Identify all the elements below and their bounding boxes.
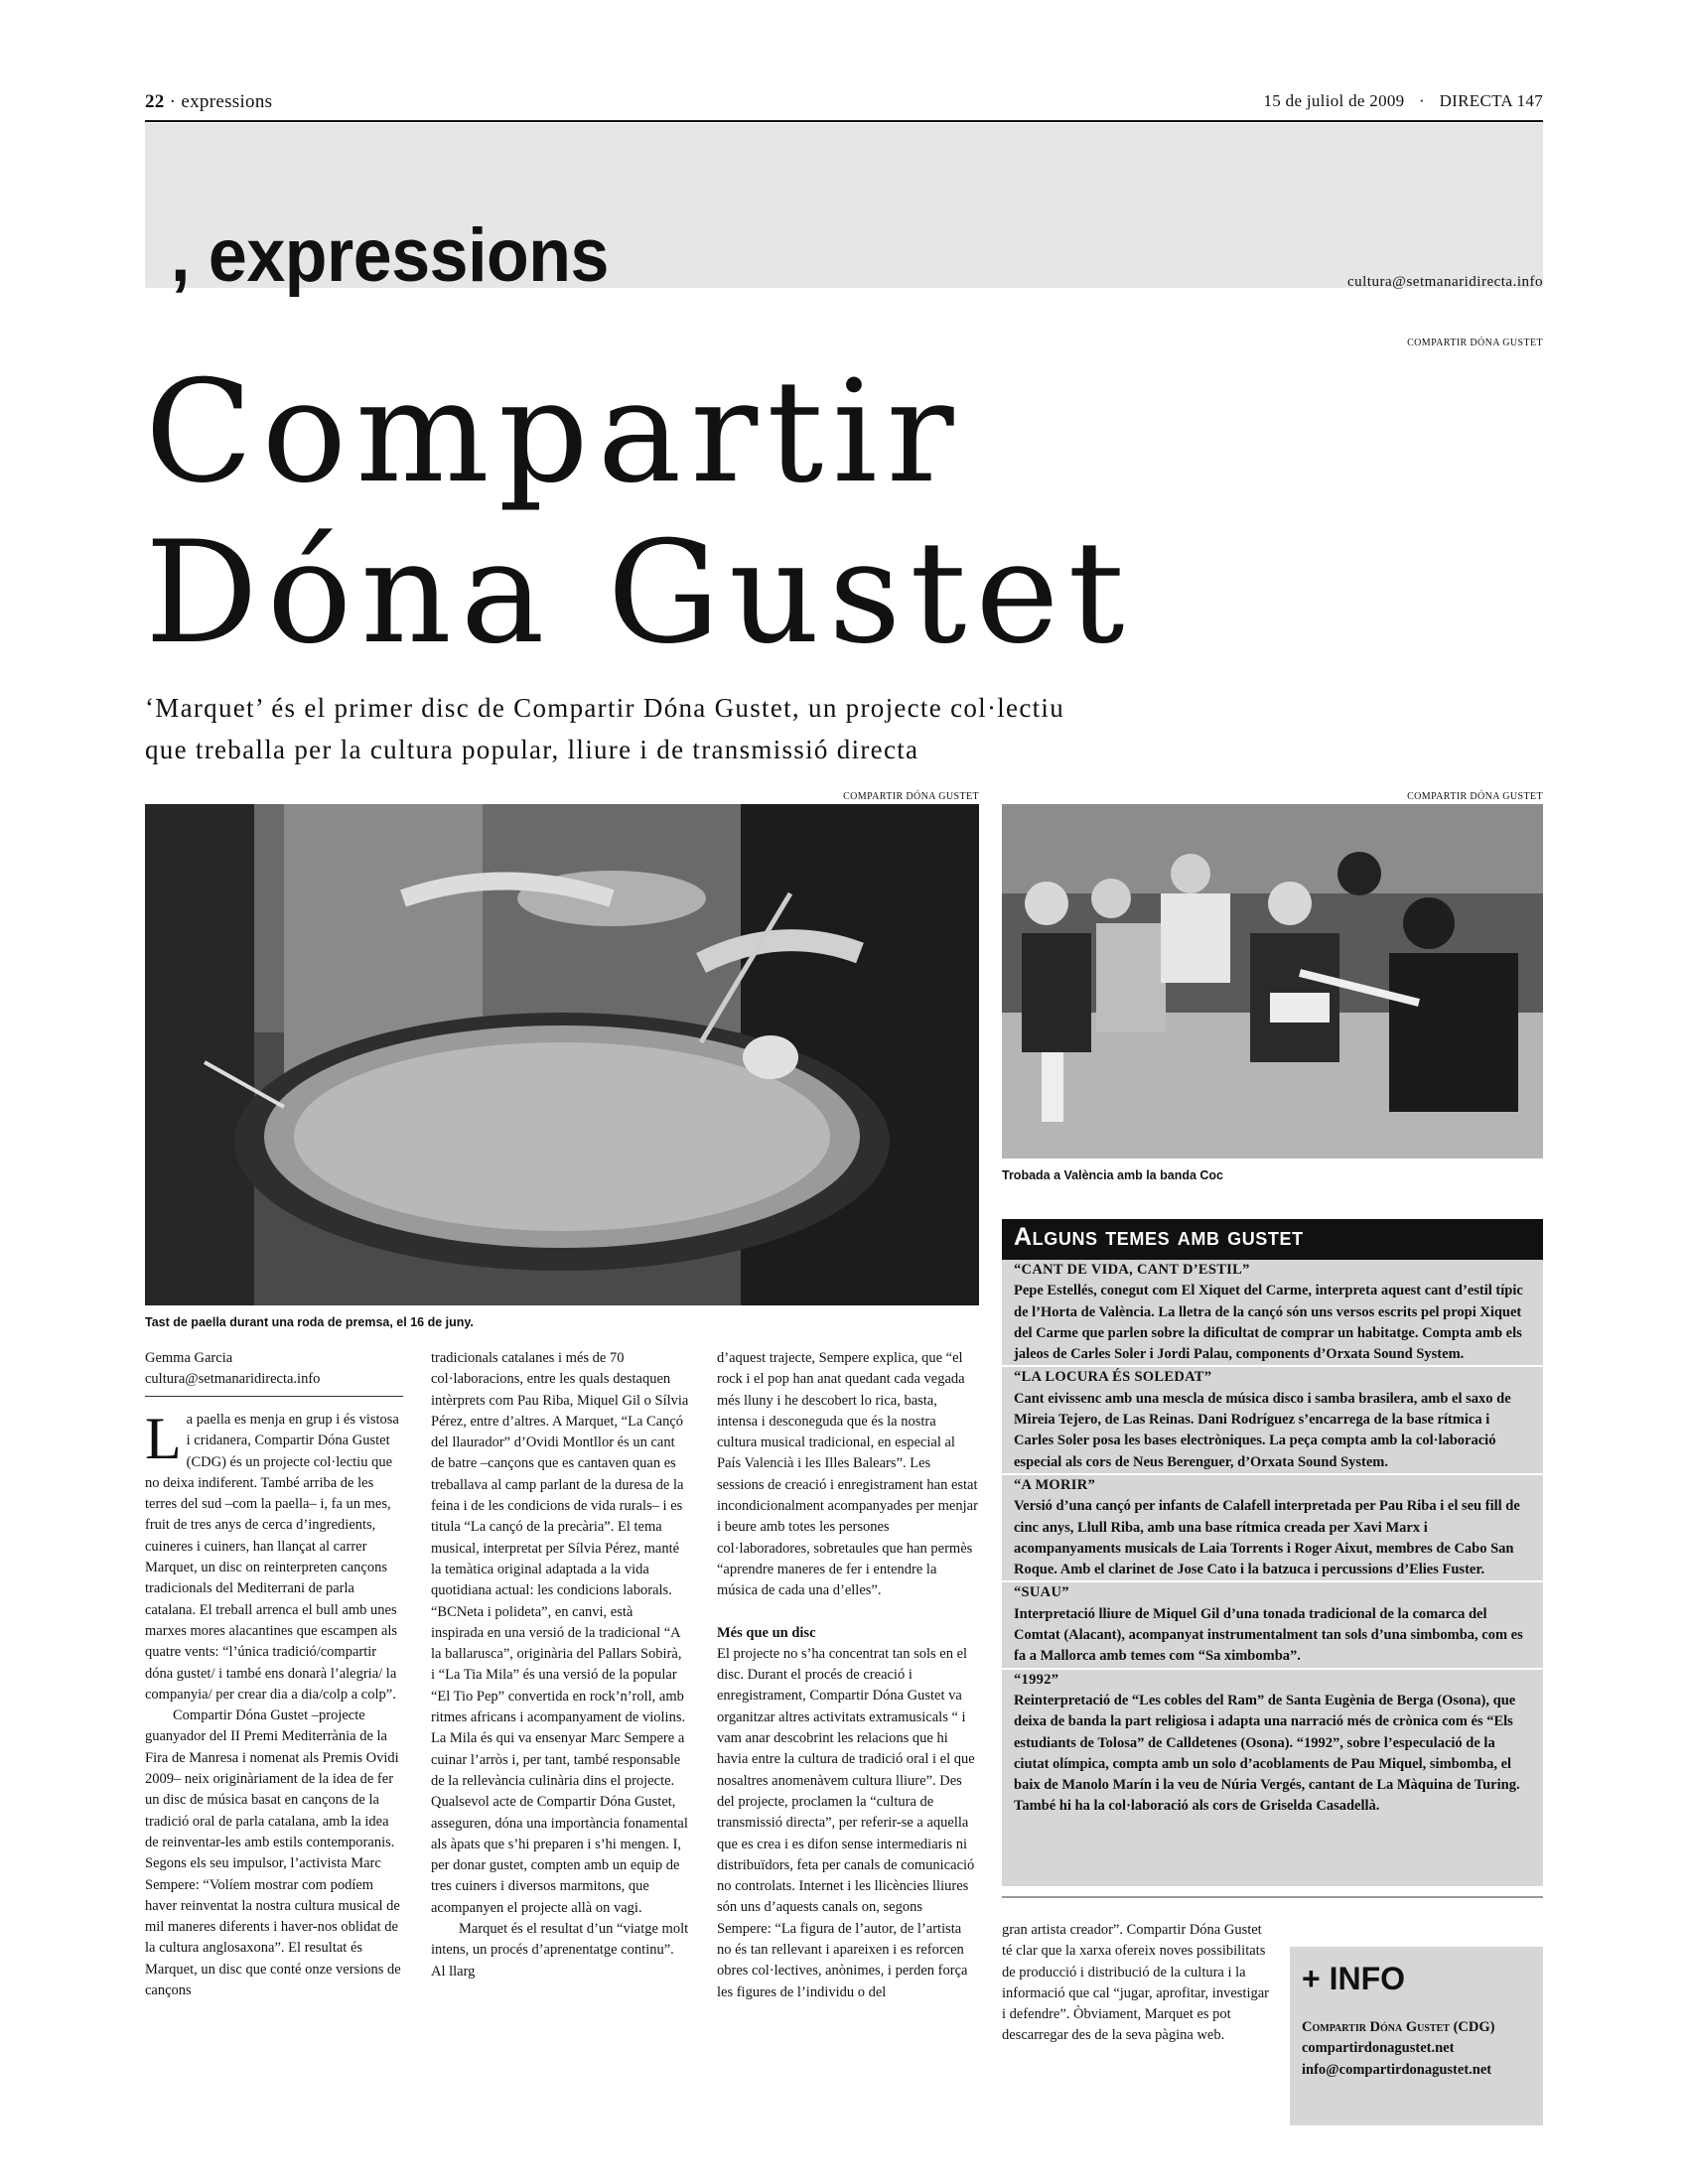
- sidebar-item: [1002, 1582, 1543, 1669]
- sidebar-item-text: Versió d’una cançó per infants de Calafell interpretada per Pau Riba i el seu fill de cinc anys, Llull Riba, amb una base rítmica creada per Xavi Marx i acompanyaments musicals de Laia Torrents i Roger Aixut, membres de Cabo San Roque. Amb el clarinet de Jose Cato i la batzuca i percussions d’Elies Fuster.: [1014, 1498, 1520, 1578]
- paella-photo-illustration: [145, 804, 979, 1305]
- article-paragraph: Compartir Dóna Gustet –projecte guanyador del II Premi Mediterrània de la Fira de Manresa i nomenat als Premis Ovidi 2009– neix originàriament de la idea de fer un disc de música basat en cançons de la tradició oral de parla catalana, amb la idea de reinventar-les amb estils contemporanis. Segons els seu impulsor, l’activista Marc Sempere: “Volíem mostrar com podíem haver reinventat la nostra cultura musical de mil maneres diferents i haver-nos oblidat de la cultura anglosaxona”. El resultat és Marquet, un disc que conté onze versions de cançons: [145, 1707, 401, 1999]
- info-title: + INFO: [1302, 1961, 1406, 1996]
- sidebar-item-text: Cant eivissenc amb una mescla de música disco i samba brasilera, amb el saxo de Mireia Tejero, de Las Reinas. Dani Rodríguez s’encarrega de la base rítmica i Carles Soler posa les bases electròniques. La peça compta amb la col·laboració especial als cors de Neus Berenguer, d’Orxata Sound System.: [1014, 1390, 1511, 1470]
- page-number: 22: [145, 91, 165, 112]
- sidebar-title-text: Alguns temes amb gustet: [1014, 1223, 1304, 1251]
- sidebar-item: [1002, 1367, 1543, 1474]
- photo-main-caption: Tast de paella durant una roda de premsa, el 16 de juny.: [145, 1315, 474, 1329]
- article-paragraph: d’aquest trajecte, Sempere explica, que “el rock i el pop han anat quedant cada vegada més lluny i he descobert lo rica, basta, intensa i desconeguda que és la nostra cultura musical tradicional, en especial al País Valencià i les Illes Balears”. Les sessions de creació i enregistrament han estat incondicionalment acompanyades per menjar i beure amb totes les persones col·laboradores, sobretaules que han permès “aprendre maneres de fer i entendre la música de cada una d’elles”.: [717, 1350, 978, 1599]
- article-paragraph: Marquet és el resultat d’un “viatge molt intens, un procés d’aprenentatge continu”. Al llarg: [431, 1921, 689, 1979]
- folio-section: expressions: [181, 91, 273, 112]
- sidebar-item: [1002, 1260, 1543, 1367]
- info-email-link[interactable]: info@compartirdonagustet.net: [1302, 2061, 1492, 2078]
- section-title: , expressions: [171, 213, 609, 298]
- folio-date: 15 de juliol de 2009: [1263, 91, 1405, 110]
- band-photo: [1002, 804, 1543, 1159]
- deck-line-2: que treballa per la cultura popular, lliure i de transmissió directa: [145, 735, 919, 764]
- article-paragraph: gran artista creador”. Compartir Dóna Gustet té clar que la xarxa ofereix noves possibilitats de producció i distribució de la cultura i la informació que cal “jugar, aprofitar, investigar i defendre”. Òbviament, Marquet es pot descarregar des de la seva pàgina web.: [1002, 1922, 1269, 2044]
- headline-credit: COMPARTIR DÓNA GUSTET: [1407, 338, 1543, 348]
- byline: [145, 1348, 403, 1391]
- byline-rule: [145, 1396, 403, 1397]
- byline-author: Gemma Garcia: [145, 1350, 233, 1366]
- sidebar-title: [1002, 1219, 1543, 1260]
- folio-separator-right: ·: [1419, 91, 1426, 110]
- byline-email[interactable]: cultura@setmanaridirecta.info: [145, 1371, 321, 1388]
- headline-line-1: Compartir: [145, 350, 963, 514]
- info-website-link[interactable]: compartirdonagustet.net: [1302, 2040, 1455, 2057]
- paella-photo: [145, 804, 979, 1305]
- photo-band-credit: COMPARTIR DÓNA GUSTET: [1407, 791, 1543, 802]
- article-paragraph: tradicionals catalanes i més de 70 col·laboracions, entre les quals destaquen intèrprets com Pau Riba, Miquel Gil o Sílvia Pérez, entre d’altres. A Marquet, “La Cançó del llaurador” d’Ovidi Montllor és un cant de batre –cançons que es cantaven quan es treballava al camp parlant de la duresa de la feina i de les condicions de vida rurals– i es titula “La cançó de la precària”. El tema musical, interpretat per Sílvia Pérez, manté la temàtica original adaptada a la vida quotidiana actual: les condicions laborals. “BCNeta i polideta”, en canvi, està inspirada en una versió de la tradicional “A la ballarusca”, originària del Pallars Sobirà, i “La Tia Mila” és una versió de la popular “El Tio Pep” convertida en rock’n’roll, amb ritmes africans i acompanyament de violins. La Mila és qui va ensenyar Marc Sempere a cuinar l’arròs i, per tant, també responsable de la rellevància culinària dins el projecte. Qualsevol acte de Compartir Dóna Gustet, asseguren, dóna una importància fonamental als àpats que s’hi preparen i s’hi mengen. I, per donar gustet, compten amb un equip de tres cuiners i diversos marmitons, que acompanyen el projecte allà on vagi.: [431, 1350, 689, 1916]
- section-email[interactable]: cultura@setmanaridirecta.info: [1347, 274, 1543, 290]
- drop-cap: L: [145, 1406, 182, 1471]
- deck: [145, 687, 1336, 770]
- article-text: a paella es menja en grup i és vistosa i cridanera, Compartir Dóna Gustet (CDG) és un projecte col·lectiu que no deixa indiferent. També arriba de les terres del sud –com la paella– i, fa un mes, fruit de tres anys de cerca d’ingredients, cuineres i cuiners, han llançat al carrer Marquet, un disc on reinterpreten cançons tradicionals del Mediterrani de parla catalana. El treball arrenca el bull amb unes marxes mores alacantines que escampen als quatre vents: “l’única tradició/compartir dóna gustet/ i també ens donarà l’alegria/ la companyia/ per crear dia a dia/colp a colp”.: [145, 1412, 399, 1703]
- sidebar-item-title: “CANT DE VIDA, CANT D’ESTIL”: [1014, 1262, 1250, 1278]
- sidebar-item-title: “1992”: [1014, 1671, 1059, 1688]
- article-column-4: [1002, 1920, 1270, 2047]
- top-rule: [145, 120, 1543, 122]
- folio-separator: ·: [169, 91, 177, 112]
- article-paragraph: [145, 1406, 403, 1706]
- sidebar-item-title: “A MORIR”: [1014, 1476, 1096, 1493]
- photo-band-caption: Trobada a València amb la banda Coc: [1002, 1168, 1223, 1182]
- sidebar-item-title: “LA LOCURA ÉS SOLEDAT”: [1014, 1369, 1212, 1386]
- info-box: [1290, 1947, 1543, 2125]
- folio-right: [1264, 91, 1544, 111]
- headline: [145, 352, 1134, 674]
- photo-main-credit: COMPARTIR DÓNA GUSTET: [843, 791, 979, 802]
- folio-left: [145, 91, 272, 113]
- sidebar-item-text: Reinterpretació de “Les cobles del Ram” de Santa Eugènia de Berga (Osona), que deixa de banda la part religiosa i adapta una narració més de crònica com és “Els estudiants de Tolosa” de Calldetenes (Osona). “1992”, sobre l’especulació de la ciutat olímpica, compta amb un solo d’acoblaments de Pau Miquel, simbomba, el baix de Manolo Marín i la veu de Núria Vergés, cantant de La Màquina de Turing. També hi ha la col·laboració als cors de Griselda Casadellà.: [1014, 1692, 1520, 1815]
- article-column-2: [431, 1348, 689, 1982]
- deck-line-1: ‘Marquet’ és el primer disc de Compartir Dóna Gustet, un projecte col·lectiu: [145, 693, 1065, 723]
- sidebar-item: [1002, 1475, 1543, 1582]
- article-paragraph: El projecte no s’ha concentrat tan sols en el disc. Durant el procés de creació i enregistrament, Compartir Dóna Gustet va organitzar altres activitats extramusicals “ i vam anar descobrint les relacions que hi havia entre la cultura de tradició oral i el que nosaltres anomenàvem cultura lliure”. Des del projecte, proclamen la “cultura de transmissió directa”, per referir-se a aquella que es crea i es difon sense intermediaris ni distribuïdors, feta per canals de comunicació no controlats. Internet i les llicències lliures són uns d’aquests canals on, segons Sempere: “La figura de l’autor, de l’artista no és tan rellevant i apareixen i es reforcen obres col·lectives, anònimes, i perden força les figures de l’individu o del: [717, 1645, 975, 2000]
- folio-issue: DIRECTA 147: [1439, 91, 1543, 110]
- sidebar: [1002, 1260, 1543, 1886]
- sidebar-item-text: Interpretació lliure de Miquel Gil d’una tonada tradicional de la comarca del Comtat (Alacant), acompanyat instrumentalment tan sols d’una simbomba, com es fa a Mallorca amb temes com “Sa ximbomba”.: [1014, 1605, 1523, 1665]
- info-project-name: Compartir Dóna Gustet (CDG): [1302, 2019, 1495, 2035]
- sidebar-item: [1002, 1670, 1543, 1818]
- sidebar-bottom-rule: [1002, 1896, 1543, 1898]
- sidebar-item-title: “SUAU”: [1014, 1584, 1069, 1601]
- article-column-1: [145, 1406, 403, 2001]
- headline-line-2: Dóna Gustet: [145, 511, 1134, 675]
- band-photo-illustration: [1002, 804, 1543, 1159]
- article-subhead: Més que un disc: [717, 1624, 816, 1641]
- sidebar-item-text: Pepe Estellés, conegut com El Xiquet del Carme, interpreta aquest cant d’estil típic de l’Horta de València. La lletra de la cançó són uns versos escrits pel propi Xiquet del Carme que parlen sobre la dificultat de comprar un habitatge. Compta amb els jaleos de Carles Soler i Jordi Palau, components d’Orxata Sound System.: [1014, 1283, 1523, 1363]
- article-column-3: [717, 1348, 979, 2003]
